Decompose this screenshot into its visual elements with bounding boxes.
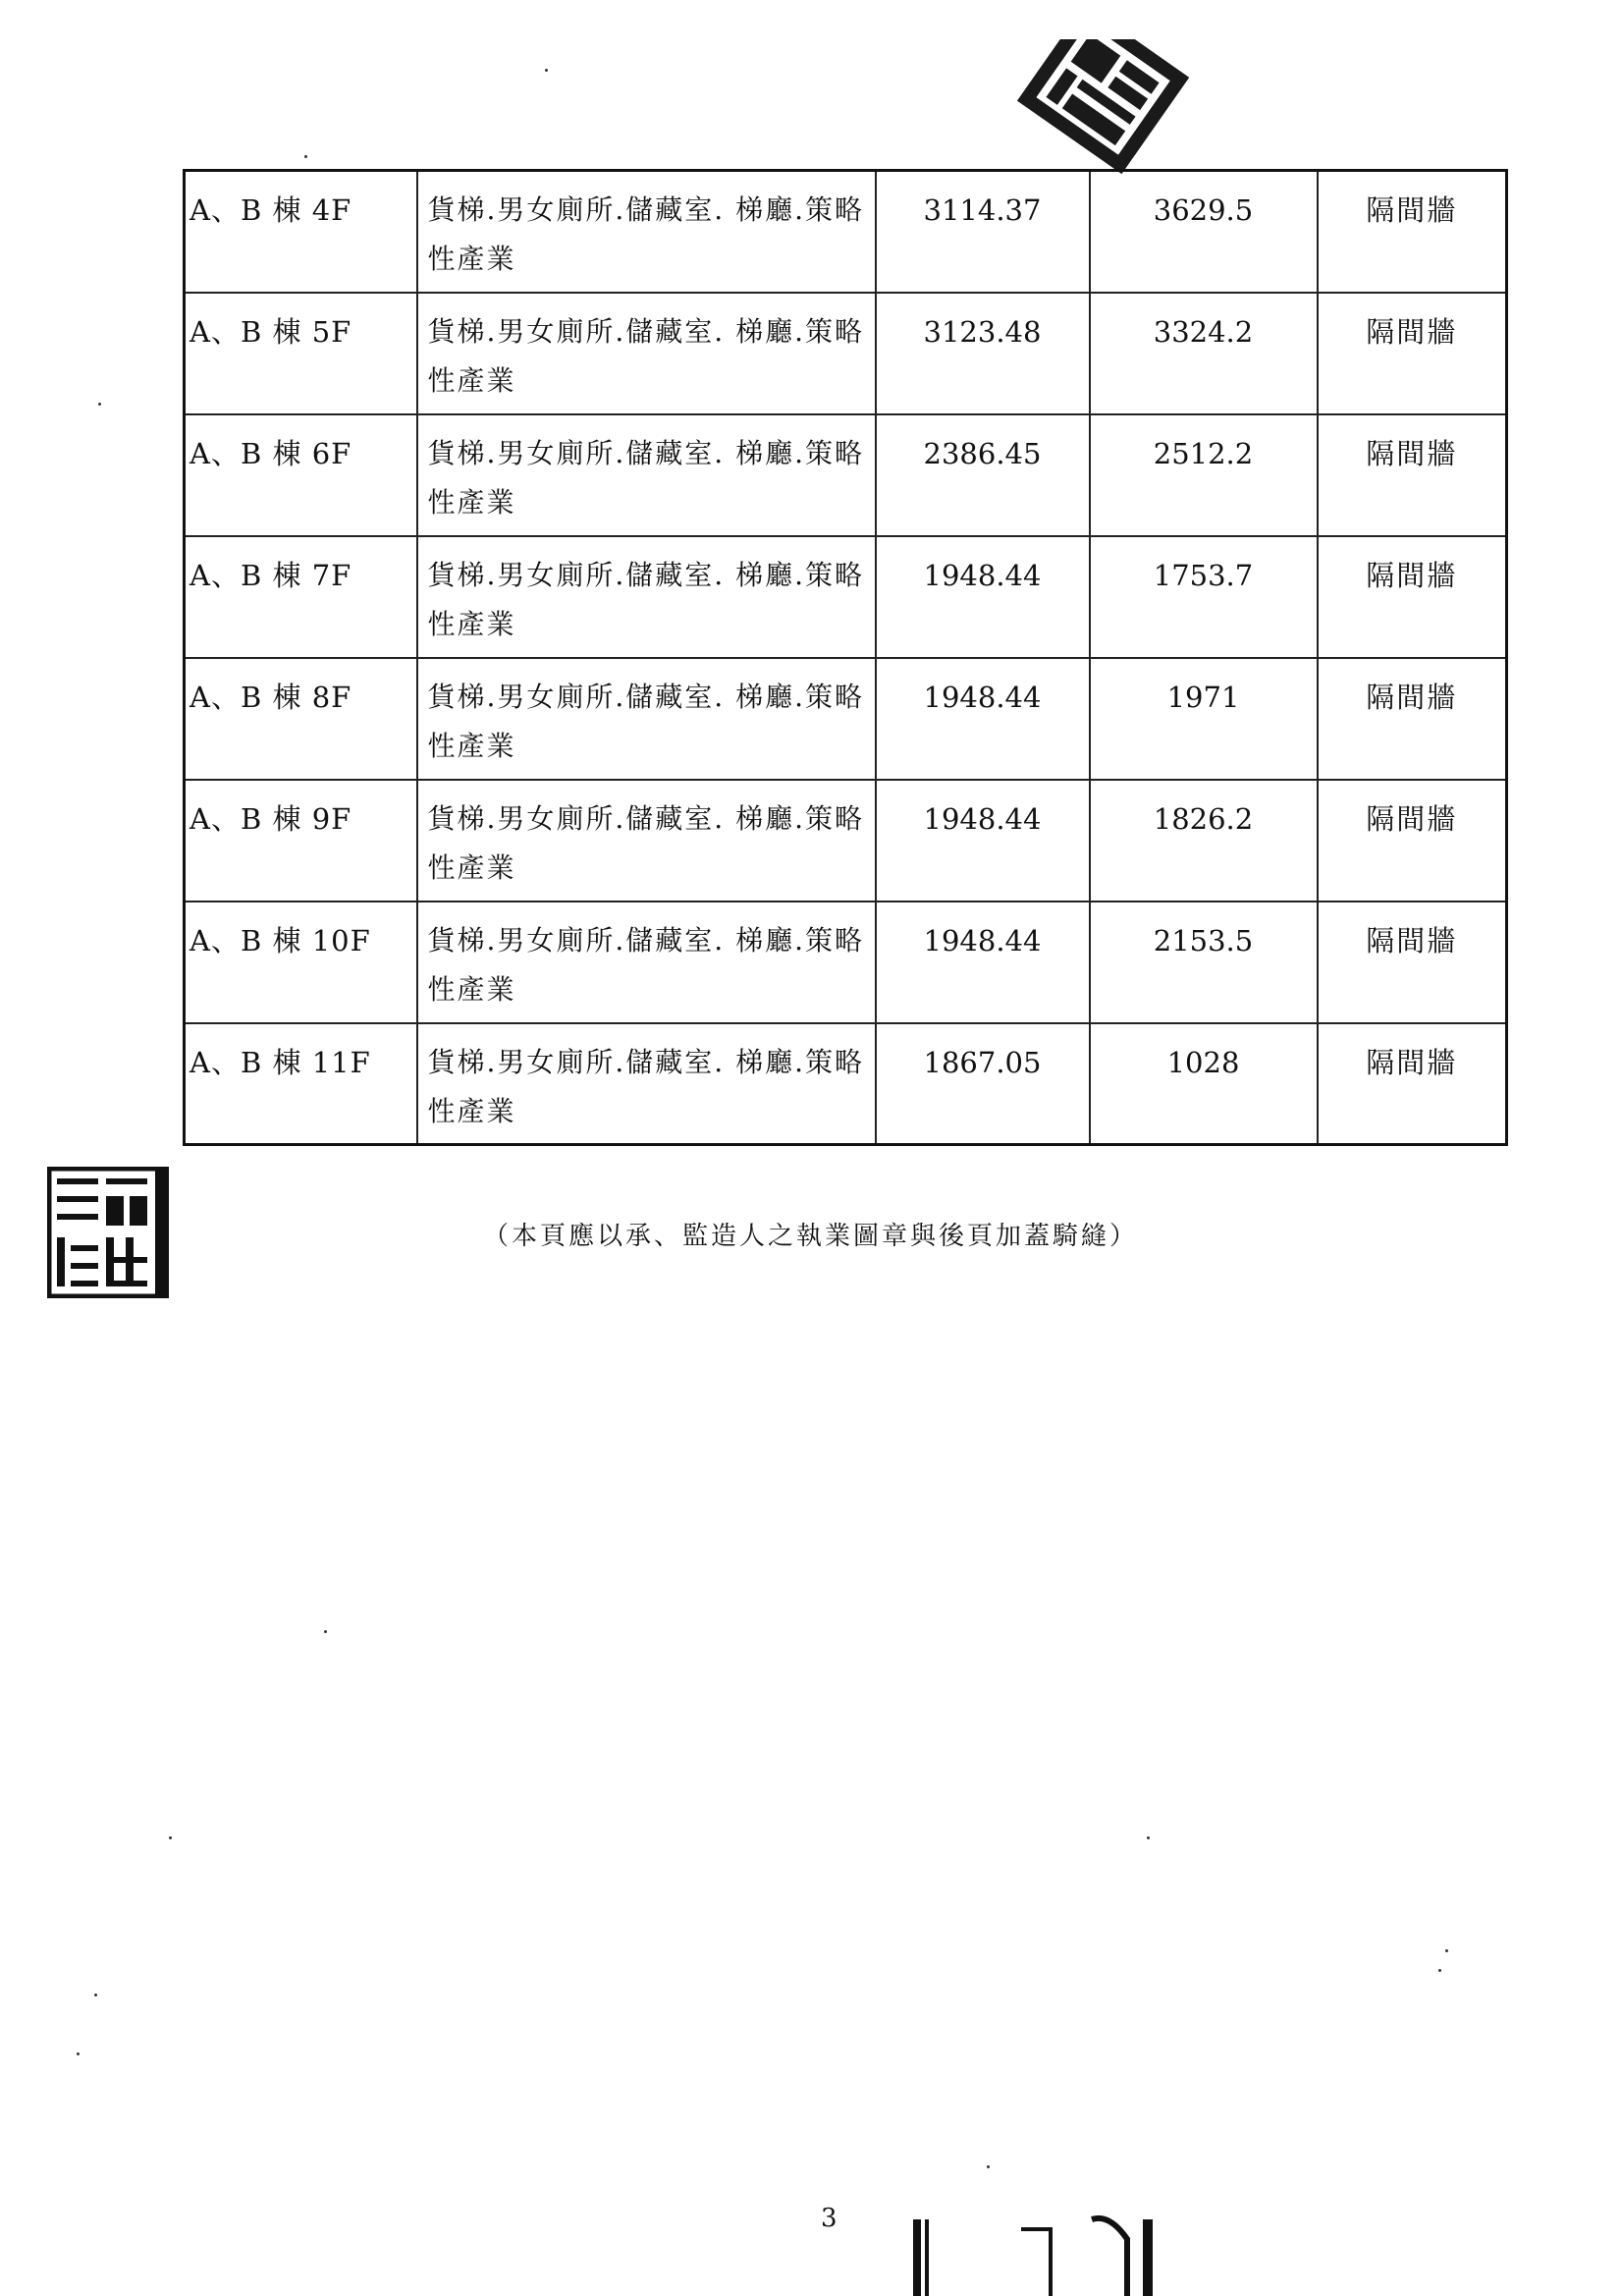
floor-cell: A、B 棟 4F [185, 171, 417, 293]
area-cell-2: 1028 [1090, 1023, 1318, 1145]
use-cell: 貨梯.男女廁所.儲藏室. 梯廳.策略性產業 [417, 536, 876, 658]
floor-cell: A、B 棟 10F [185, 902, 417, 1023]
area-cell-2: 3324.2 [1090, 293, 1318, 414]
wall-type-cell: 隔間牆 [1318, 171, 1507, 293]
floor-cell: A、B 棟 7F [185, 536, 417, 658]
table-row [185, 293, 1507, 414]
area-cell-1: 1948.44 [876, 658, 1090, 780]
scan-speck [94, 1994, 97, 1996]
area-cell-1: 1948.44 [876, 780, 1090, 902]
wall-type-cell: 隔間牆 [1318, 780, 1507, 902]
scan-speck [987, 2165, 990, 2168]
table-row [185, 902, 1507, 1023]
use-cell: 貨梯.男女廁所.儲藏室. 梯廳.策略性產業 [417, 171, 876, 293]
seal-stamp-bottom-icon [913, 2210, 1159, 2296]
wall-type-cell: 隔間牆 [1318, 293, 1507, 414]
area-cell-2: 1826.2 [1090, 780, 1318, 902]
area-cell-2: 1753.7 [1090, 536, 1318, 658]
scan-speck [1438, 1969, 1441, 1972]
seal-stamp-top-icon [992, 27, 1198, 175]
use-cell: 貨梯.男女廁所.儲藏室. 梯廳.策略性產業 [417, 1023, 876, 1145]
area-cell-1: 1948.44 [876, 536, 1090, 658]
area-cell-1: 1948.44 [876, 902, 1090, 1023]
floor-area-table [183, 169, 1508, 1146]
table-row [185, 780, 1507, 902]
use-cell: 貨梯.男女廁所.儲藏室. 梯廳.策略性產業 [417, 780, 876, 902]
floor-cell: A、B 棟 9F [185, 780, 417, 902]
area-cell-2: 1971 [1090, 658, 1318, 780]
table-row [185, 658, 1507, 780]
floor-cell: A、B 棟 6F [185, 414, 417, 536]
scan-speck [545, 69, 548, 72]
floor-cell: A、B 棟 5F [185, 293, 417, 414]
scan-speck [1445, 1949, 1448, 1952]
area-cell-1: 1867.05 [876, 1023, 1090, 1145]
wall-type-cell: 隔間牆 [1318, 414, 1507, 536]
use-cell: 貨梯.男女廁所.儲藏室. 梯廳.策略性產業 [417, 902, 876, 1023]
wall-type-cell: 隔間牆 [1318, 902, 1507, 1023]
page-number: 3 [821, 2204, 838, 2233]
table-row [185, 414, 1507, 536]
wall-type-cell: 隔間牆 [1318, 658, 1507, 780]
scan-speck [1147, 1836, 1150, 1839]
area-cell-1: 2386.45 [876, 414, 1090, 536]
use-cell: 貨梯.男女廁所.儲藏室. 梯廳.策略性產業 [417, 658, 876, 780]
area-cell-1: 3114.37 [876, 171, 1090, 293]
scan-speck [304, 155, 307, 158]
scan-speck [324, 1630, 327, 1633]
area-cell-2: 2153.5 [1090, 902, 1318, 1023]
scan-speck [77, 2052, 80, 2055]
scan-speck [98, 403, 101, 406]
wall-type-cell: 隔間牆 [1318, 1023, 1507, 1145]
table-row [185, 171, 1507, 293]
table-row [185, 1023, 1507, 1145]
scan-speck [169, 1836, 172, 1839]
area-cell-1: 3123.48 [876, 293, 1090, 414]
use-cell: 貨梯.男女廁所.儲藏室. 梯廳.策略性產業 [417, 414, 876, 536]
wall-type-cell: 隔間牆 [1318, 536, 1507, 658]
area-cell-2: 2512.2 [1090, 414, 1318, 536]
floor-cell: A、B 棟 11F [185, 1023, 417, 1145]
footnote: （本頁應以承、監造人之執業圖章與後頁加蓋騎縫） [482, 1222, 1138, 1251]
use-cell: 貨梯.男女廁所.儲藏室. 梯廳.策略性產業 [417, 293, 876, 414]
area-cell-2: 3629.5 [1090, 171, 1318, 293]
table-row [185, 536, 1507, 658]
floor-cell: A、B 棟 8F [185, 658, 417, 780]
